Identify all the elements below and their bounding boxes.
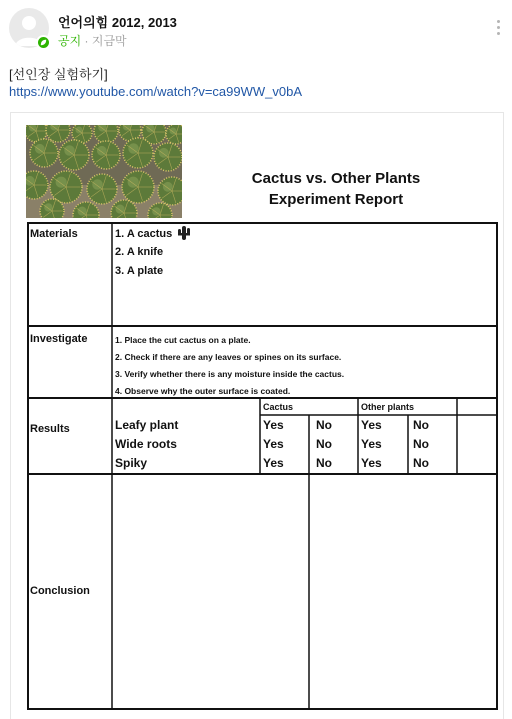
materials-item-3: 3. A plate xyxy=(115,265,164,277)
results-cactus-yes: Yes xyxy=(263,456,284,470)
more-vertical-icon[interactable] xyxy=(493,20,503,38)
post-title: [선인장 실험하기] xyxy=(9,67,108,82)
cactus-photo xyxy=(26,125,182,218)
report-title: Cactus vs. Other Plants xyxy=(251,170,421,187)
author-name[interactable]: 언어의힘 2012, 2013 xyxy=(58,15,177,30)
investigate-step-4: 4. Observe why the outer surface is coated. xyxy=(115,386,291,396)
materials-item-2: 2. A knife xyxy=(115,246,164,258)
results-label: Results xyxy=(30,423,70,435)
conclusion-label: Conclusion xyxy=(30,585,90,597)
investigate-step-1: 1. Place the cut cactus on a plate. xyxy=(115,335,251,345)
investigate-label: Investigate xyxy=(30,333,88,345)
results-cactus-no: No xyxy=(316,456,332,470)
investigate-step-2: 2. Check if there are any leaves or spines on its surface. xyxy=(115,352,342,362)
meta-separator: · xyxy=(84,34,89,48)
results-cactus-no: No xyxy=(316,437,332,451)
manager-badge xyxy=(36,35,51,50)
report-table xyxy=(27,222,498,710)
results-cactus-yes: Yes xyxy=(263,437,284,451)
results-header-other: Other plants xyxy=(361,402,415,412)
post-header xyxy=(9,8,503,50)
results-other-yes: Yes xyxy=(361,456,382,470)
cactus-icon xyxy=(177,225,191,241)
board-name[interactable]: 공지 xyxy=(58,34,82,48)
results-other-yes: Yes xyxy=(361,437,382,451)
results-other-yes: Yes xyxy=(361,418,382,432)
investigate-step-3: 3. Verify whether there is any moisture inside the cactus. xyxy=(115,369,345,379)
results-other-no: No xyxy=(413,418,429,432)
results-cactus-yes: Yes xyxy=(263,418,284,432)
attached-document-image[interactable] xyxy=(10,112,504,719)
results-other-no: No xyxy=(413,437,429,451)
post-time: 지금막 xyxy=(91,34,127,48)
materials-item-1: 1. A cactus xyxy=(115,228,173,240)
youtube-link[interactable]: https://www.youtube.com/watch?v=ca99WW_v0bA xyxy=(9,84,302,99)
materials-label: Materials xyxy=(30,228,78,240)
experiment-report xyxy=(11,113,505,719)
results-row-label: Leafy plant xyxy=(115,418,179,432)
results-header-cactus: Cactus xyxy=(263,402,294,412)
results-row-label: Wide roots xyxy=(115,437,177,451)
results-cactus-no: No xyxy=(316,418,332,432)
report-subtitle: Experiment Report xyxy=(268,191,404,208)
leaf-icon xyxy=(39,38,48,47)
results-other-no: No xyxy=(413,456,429,470)
post-meta xyxy=(58,32,127,49)
results-row-label: Spiky xyxy=(115,456,148,470)
